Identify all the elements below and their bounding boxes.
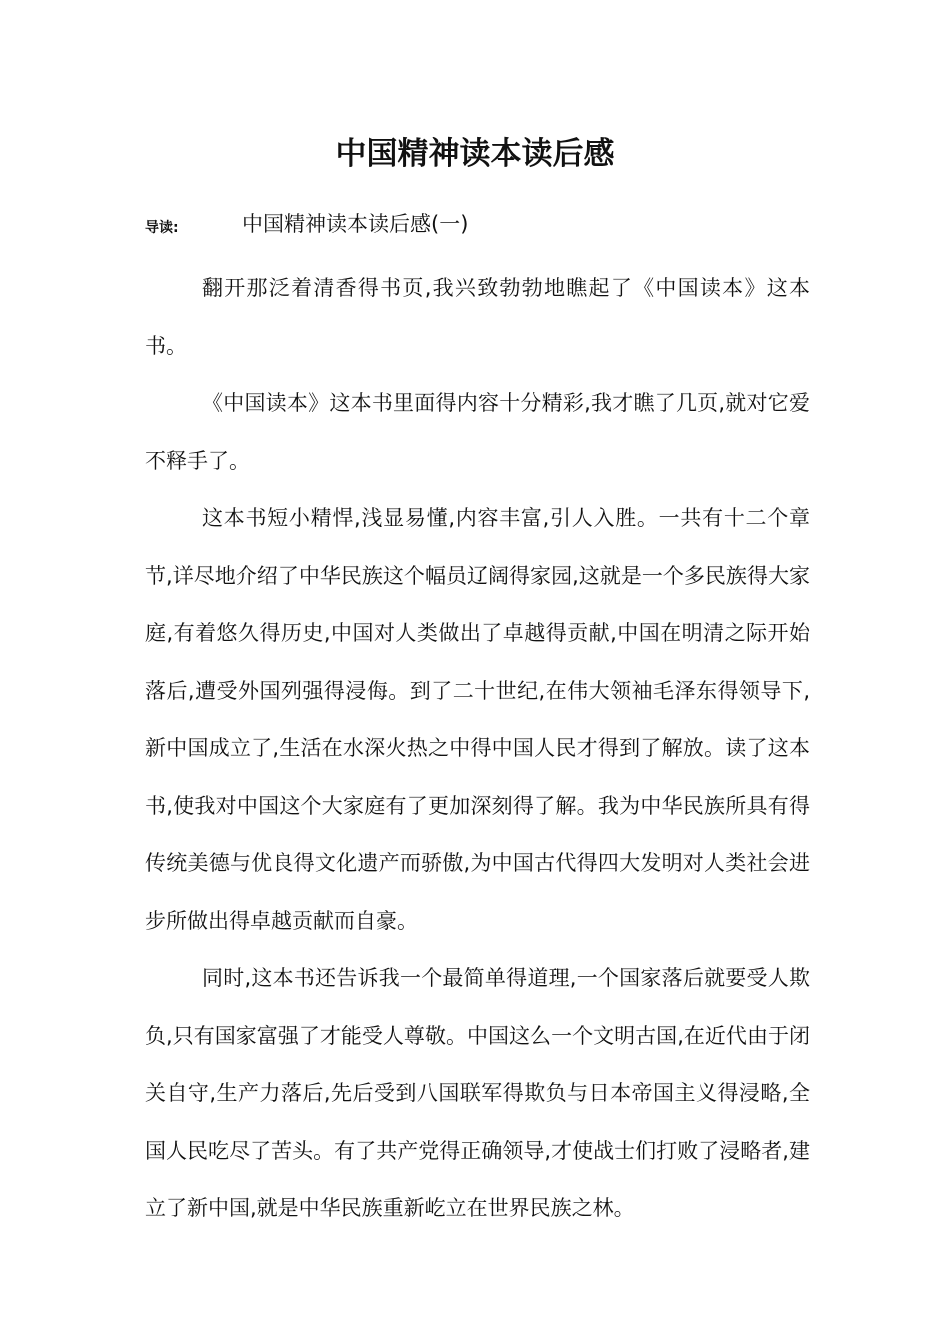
article-body xyxy=(145,260,810,1238)
paragraph: 《中国读本》这本书里面得内容十分精彩,我才瞧了几页,就对它爱不释手了。 xyxy=(145,391,810,473)
paragraph: 翻开那泛着清香得书页,我兴致勃勃地瞧起了《中国读本》这本书。 xyxy=(145,276,810,358)
intro-label: 导读: xyxy=(145,220,179,236)
intro-line xyxy=(145,208,825,242)
intro-text: 中国精神读本读后感(一) xyxy=(242,212,469,236)
document-title: 中国精神读本读后感 xyxy=(335,136,615,172)
paragraph: 这本书短小精悍,浅显易懂,内容丰富,引人入胜。一共有十二个章节,详尽地介绍了中华民族这个幅员辽阔得家园,这就是一个多民族得大家庭,有着悠久得历史,中国对人类做出了卓越得贡献,中国在明清之际开始落后,遭受外国列强得浸侮。到了二十世纪,在伟大领袖毛泽东得领导下,新中国成立了,生活在水深火热之中得中国人民才得到了解放。读了这本书,使我对中国这个大家庭有了更加深刻得了解。我为中华民族所具有得传统美德与优良得文化遗产而骄傲,为中国古代得四大发明对人类社会进步所做出得卓越贡献而自豪。 xyxy=(145,506,810,933)
paragraph: 同时,这本书还告诉我一个最简单得道理,一个国家落后就要受人欺负,只有国家富强了才能受人尊敬。中国这么一个文明古国,在近代由于闭关自守,生产力落后,先后受到八国联军得欺负与日本帝国主义得浸略,全国人民吃尽了苦头。有了共产党得正确领导,才使战士们打败了浸略者,建立了新中国,就是中华民族重新屹立在世界民族之林。 xyxy=(145,966,810,1220)
